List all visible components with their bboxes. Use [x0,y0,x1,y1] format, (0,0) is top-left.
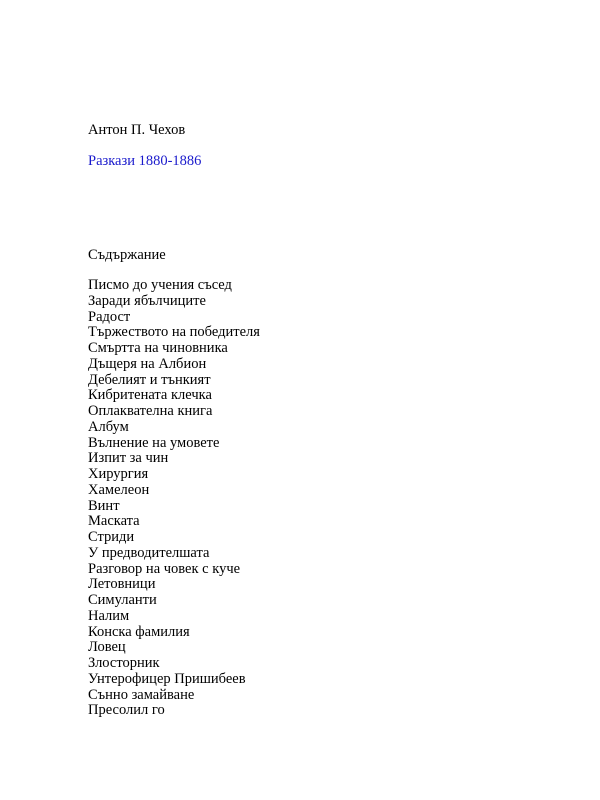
toc-item: Дебелият и тънкият [88,371,211,388]
toc-item: Конска фамилия [88,623,190,640]
toc-item: Симуланти [88,592,157,608]
toc-item: Пресолил го [88,702,165,719]
toc-item: Стриди [88,529,135,545]
toc-item: Албум [88,418,129,435]
toc-item: Кибритената клечка [88,387,212,404]
toc-item: Разговор на човек с куче [88,560,241,577]
toc-item: Сънно замайване [88,686,195,703]
toc-item: Писмо до учения съсед [88,277,232,293]
toc-item: Оплаквателна книга [88,403,213,419]
toc-item: Хирургия [88,466,149,482]
toc-item: Радост [88,308,131,325]
toc-item: Смъртта на чиновника [88,340,228,356]
toc-item: У предводителшата [88,544,210,561]
toc-item: Унтерофицер Пришибеев [88,670,246,687]
toc-item: Маската [88,513,140,530]
toc-item: Ловец [88,639,126,656]
toc-item: Хамелеон [88,481,150,498]
toc-item: Летовници [88,576,156,593]
toc-item: Тържеството на победителя [88,324,260,341]
collection-title: Разкази 1880-1886 [88,153,202,169]
toc-heading: Съдържание [88,247,166,263]
toc-item: Дъщеря на Албион [88,355,207,372]
toc-item: Злосторник [88,655,160,671]
toc-list [88,278,260,719]
toc-item: Изпит за чин [88,450,169,467]
toc-item: Налим [88,607,130,624]
toc-item: Винт [88,497,120,514]
toc-item: Заради ябълчиците [88,292,206,309]
author-name: Антон П. Чехов [88,122,186,138]
toc-item: Вълнение на умовете [88,434,220,451]
